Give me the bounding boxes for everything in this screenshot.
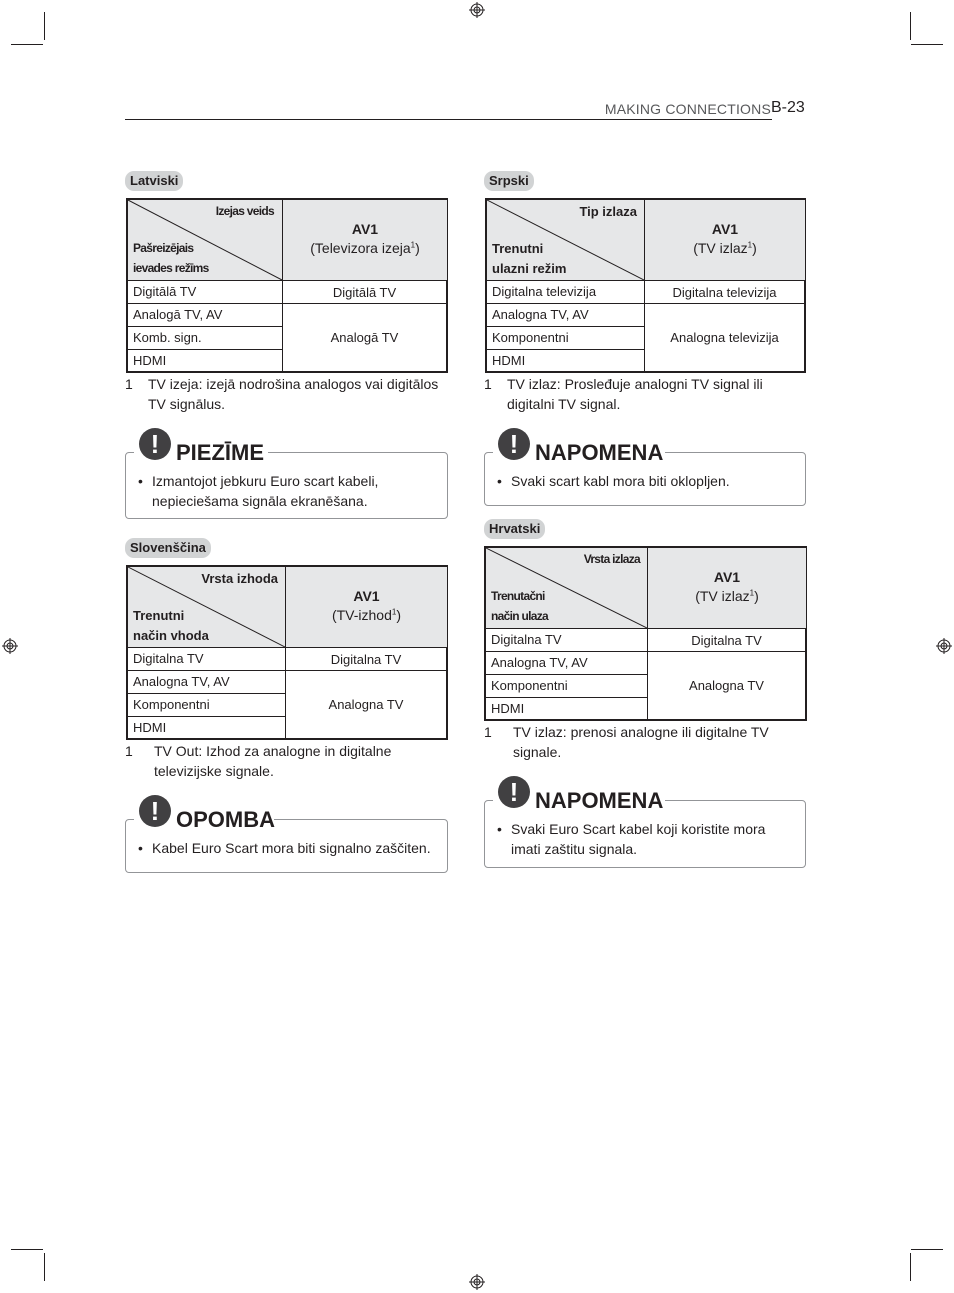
output-digital-cell: Digitalna televizija <box>644 280 804 303</box>
av1-header: AV1 (TV-izhod$^1$) <box>285 567 447 647</box>
input-mode-label: Trenutni ulazni režim <box>492 241 567 276</box>
input-mode-label: Pašreizējais ievades režīms <box>133 241 209 275</box>
output-digital-cell: Digitalna TV <box>647 628 805 651</box>
registration-mark-icon <box>2 638 18 654</box>
exclamation-icon: ! <box>139 428 171 460</box>
output-analog-cell: Analogna televizija <box>644 303 804 371</box>
table-row: Analogna TV, AV <box>487 303 644 326</box>
output-type-label: Vrsta izlaza <box>583 552 640 566</box>
output-type-label: Izejas veids <box>215 204 274 218</box>
note-title: OPOMBA <box>176 807 275 832</box>
av1-header: AV1 (Televizora izeja$^1$) <box>282 200 447 280</box>
language-label-slovenscina: Slovenščina <box>125 538 211 558</box>
table-row: Komponentni <box>128 693 285 716</box>
crop-mark <box>911 44 943 45</box>
av1-header: AV1 (TV izlaz$^1$) <box>647 548 806 628</box>
table-row: Analogā TV, AV <box>128 303 282 326</box>
crop-mark <box>44 12 45 40</box>
crop-mark <box>911 1249 943 1250</box>
registration-mark-icon <box>469 1274 485 1290</box>
output-type-label: Tip izlaza <box>579 204 637 219</box>
language-label-srpski: Srpski <box>484 171 534 191</box>
output-digital-cell: Digitālā TV <box>282 280 446 303</box>
registration-mark-icon <box>469 2 485 18</box>
output-table-srpski <box>485 198 806 373</box>
table-row: Analogna TV, AV <box>486 651 647 674</box>
language-label-latviski: Latviski <box>125 171 183 191</box>
exclamation-icon: ! <box>498 428 530 460</box>
note-title: NAPOMENA <box>535 788 664 813</box>
table-row: Digitālā TV <box>128 280 282 303</box>
table-row: HDMI <box>128 349 282 372</box>
output-table-hrvatski <box>484 546 807 721</box>
crop-mark <box>11 44 43 45</box>
page-number: B-23 <box>771 99 805 116</box>
note-title: NAPOMENA <box>535 440 664 465</box>
table-row: Digitalna TV <box>486 628 647 651</box>
output-analog-cell: Analogā TV <box>282 303 446 371</box>
section-title: MAKING CONNECTIONS <box>604 101 771 117</box>
crop-mark <box>44 1253 45 1281</box>
output-type-label: Vrsta izhoda <box>201 571 278 586</box>
exclamation-icon: ! <box>498 776 530 808</box>
table-row: Digitalna TV <box>128 647 285 670</box>
crop-mark <box>910 12 911 40</box>
table-row: HDMI <box>128 716 285 739</box>
note-title: PIEZĪME <box>176 440 265 465</box>
output-digital-cell: Digitalna TV <box>285 647 446 670</box>
table-row: Komponentni <box>487 326 644 349</box>
table-row: Analogna TV, AV <box>128 670 285 693</box>
table-row: Komb. sign. <box>128 326 282 349</box>
table-row: Komponentni <box>486 674 647 697</box>
input-mode-label: Trenutni način vhoda <box>133 608 209 643</box>
input-mode-label: Trenutačni način ulaza <box>491 589 548 623</box>
registration-mark-icon <box>936 638 952 654</box>
exclamation-icon: ! <box>139 795 171 827</box>
table-row: Digitalna televizija <box>487 280 644 303</box>
crop-mark <box>910 1253 911 1281</box>
output-table-slovenscina <box>126 565 448 740</box>
av1-header: AV1 (TV izlaz$^1$) <box>644 200 805 280</box>
table-row: HDMI <box>487 349 644 372</box>
crop-mark <box>11 1249 43 1250</box>
output-table-latviski <box>126 198 448 373</box>
output-analog-cell: Analogna TV <box>285 670 446 738</box>
output-analog-cell: Analogna TV <box>647 651 805 719</box>
table-row: HDMI <box>486 697 647 720</box>
language-label-hrvatski: Hrvatski <box>484 519 545 539</box>
header-rule <box>125 119 772 120</box>
